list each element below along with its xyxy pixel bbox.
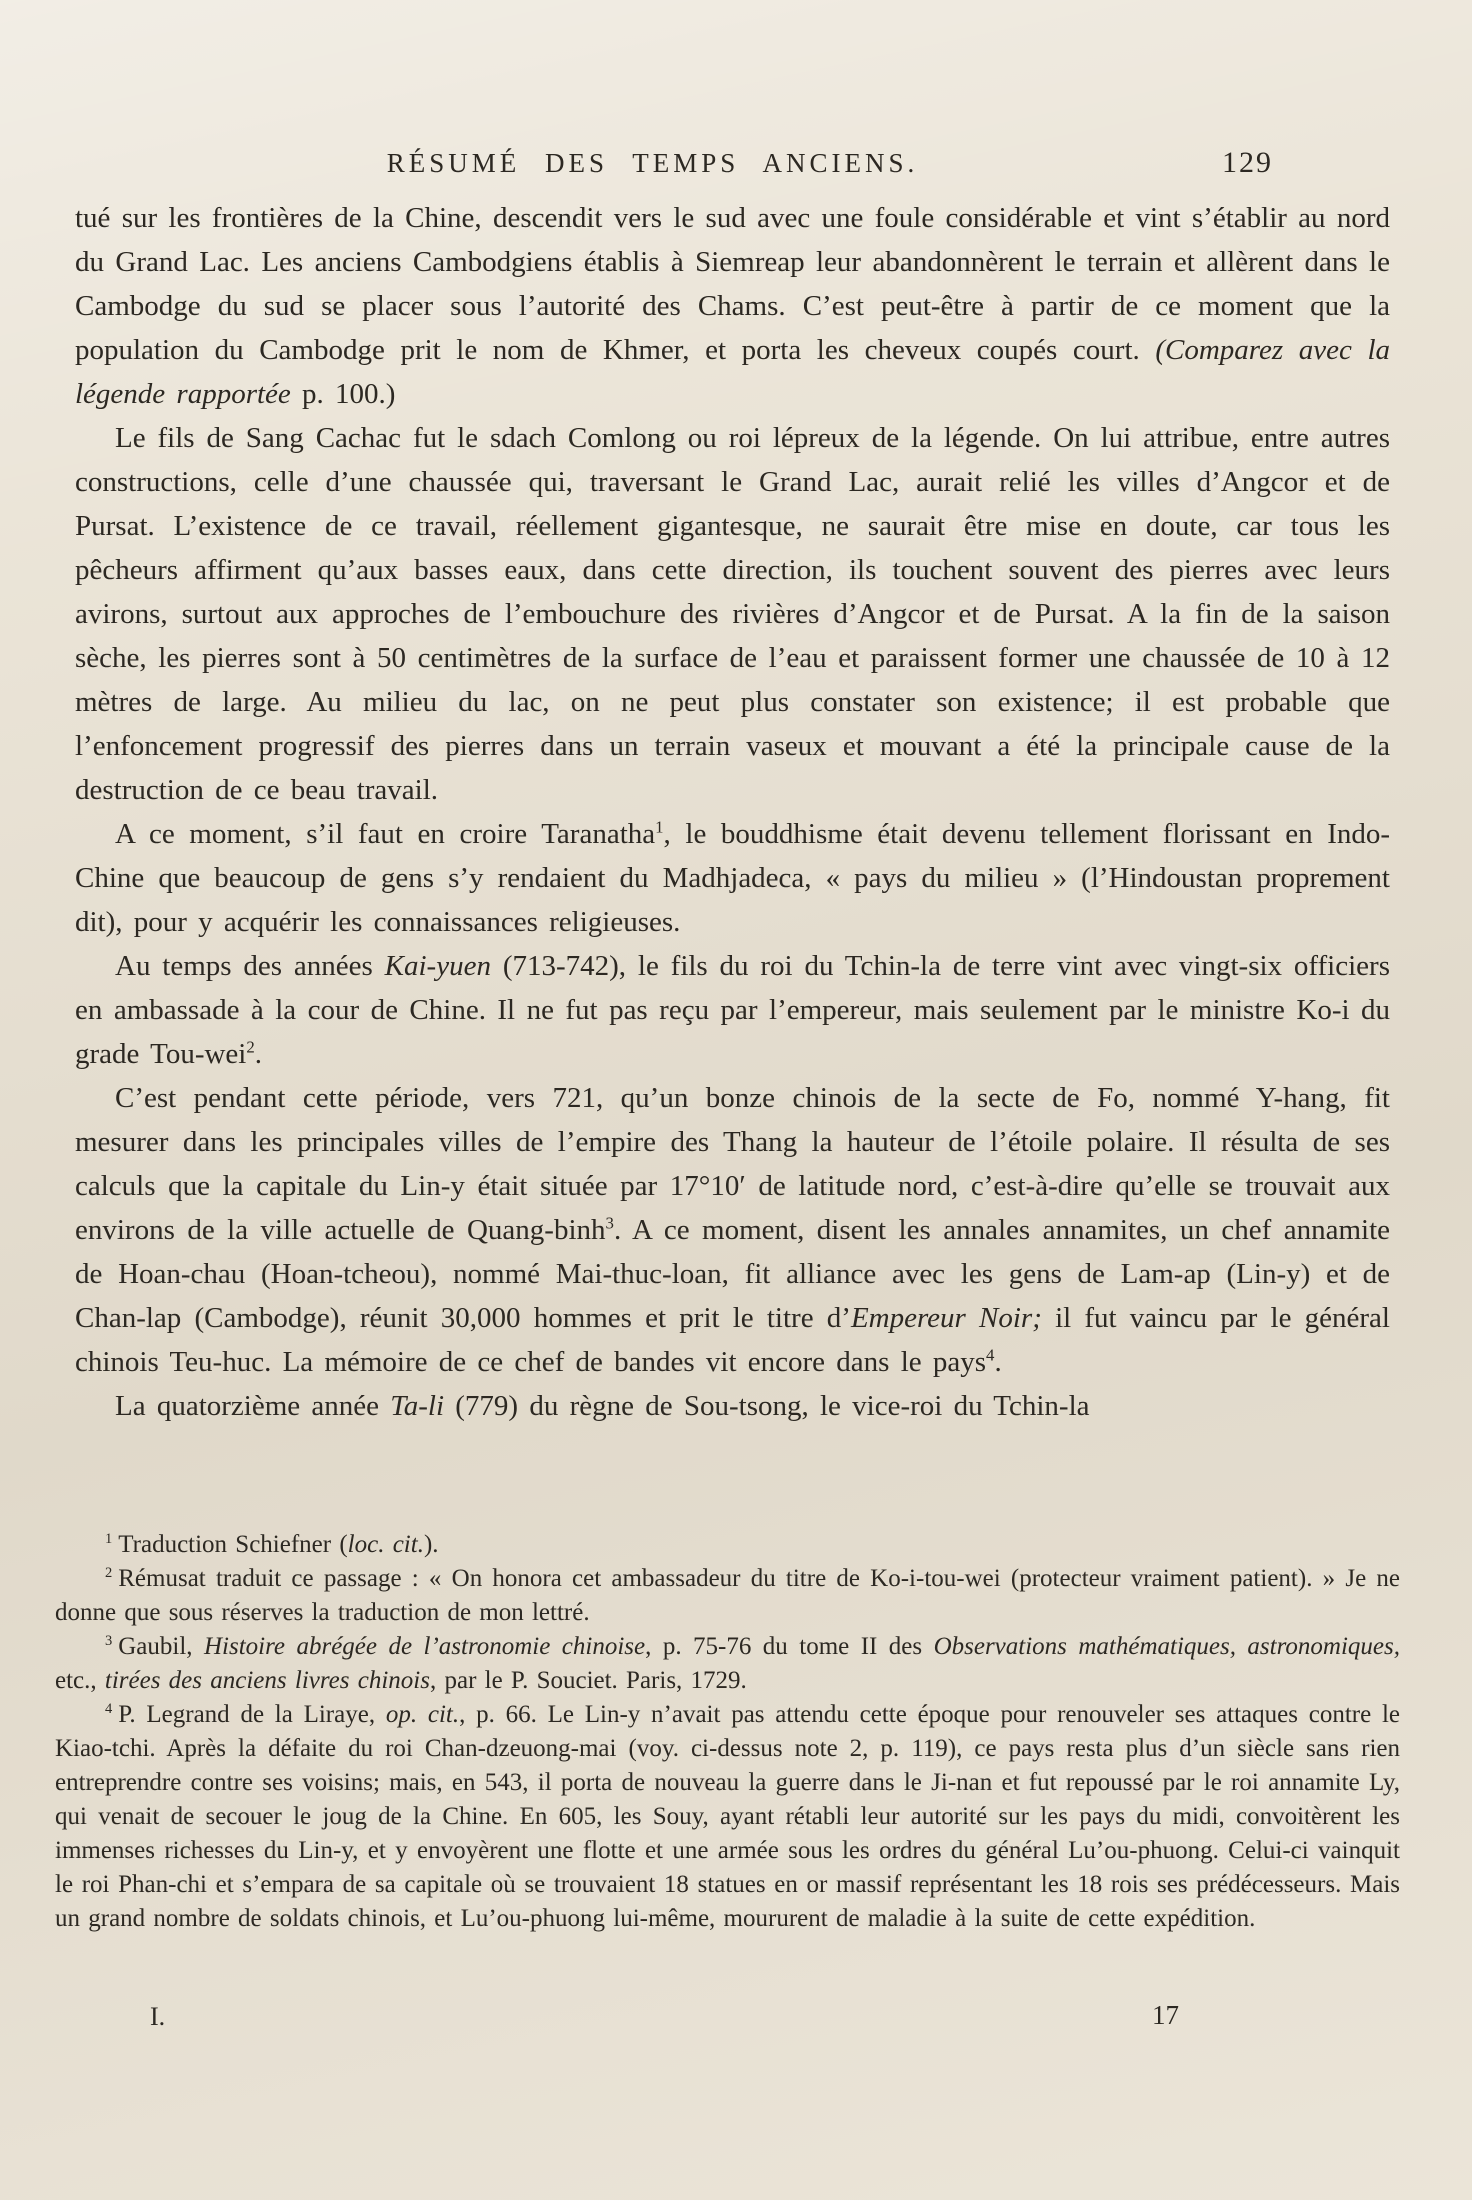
footnote [55,1698,1400,1936]
footnote-marker: 1 [105,1530,113,1547]
footnote-reference: 3 [605,1213,614,1233]
text-run: p. 100.) [290,378,396,410]
text-run: (713-742), le fils du roi du Tchin-la de terre vint avec vingt-six officiers en ambassade à la cour de Chine. Il ne fut pas reçu par l’empereur, mais seulement par le ministre Ko-i du grade Tou-wei [75,950,1390,1070]
footnote-reference: 1 [655,817,664,837]
text-run: C’est pendant cette période, vers 721, qu’un bonze chinois de la secte de Fo, nommé Y-hang, fit mesurer dans les principales villes de l’empire des Thang la hauteur de l’étoile polaire. Il résulta de ses calculs que la capitale du Lin-y était située par 17°10′ de latitude nord, c’est-à-dire qu’elle se trouvait aux environs de la ville actuelle de Quang-binh [75,1082,1390,1246]
italic-text-run: Empereur Noir; [850,1302,1042,1334]
italic-text-run: Ta-li [390,1390,445,1422]
footnote-marker: 2 [105,1564,113,1581]
footnote-reference: 4 [986,1345,995,1365]
text-run: Au temps des années [115,950,385,982]
text-run: A ce moment, s’il faut en croire Taranatha [115,818,656,850]
italic-text-run: (Comparez avec la légende rapportée [75,334,1390,410]
footnote-marker: 4 [105,1700,113,1717]
text-run: . [254,1038,263,1070]
text-run: , p. 75-76 du tome II des [645,1633,934,1660]
text-run: il fut vaincu par le général chinois Teu-huc. La mémoire de ce chef de bandes vit encore dans le pays [75,1302,1390,1378]
text-run: . [994,1346,1002,1378]
text-run: Rémusat traduit ce passage : « On honora cet ambassadeur du titre de Ko-i-tou-wei (protecteur vraiment patient). » Je ne donne que sous réserves la traduction de mon lettré. [55,1565,1400,1626]
footnote-marker: 3 [105,1632,113,1649]
footnote [55,1562,1400,1630]
text-run: P. Legrand de la Liraye, [118,1701,386,1728]
italic-text-run: tirées des anciens livres chinois [104,1667,430,1694]
italic-text-run: Histoire abrégée de l’astronomie chinoise [204,1633,646,1660]
paragraph [75,196,1390,416]
text-run: (779) du règne de Sou-tsong, le vice-roi du Tchin-la [444,1390,1090,1422]
running-header [75,148,1390,188]
text-run: etc., [55,1667,105,1694]
text-run: Le fils de Sang Cachac fut le sdach Comlong ou roi lépreux de la légende. On lui attribue, entre autres constructions, celle d’une chaussée qui, traversant le Grand Lac, aurait relié les villes d’Angcor et de Pursat. L’existence de ce travail, réellement gigantesque, ne saurait être mise en doute, car tous les pêcheurs affirment qu’aux basses eaux, dans cette direction, ils touchent souvent des pierres avec leurs avirons, surtout aux approches de l’embouchure des rivières d’Angcor et de Pursat. A la fin de la saison sèche, les pierres sont à 50 centimètres de la surface de l’eau et paraissent former une chaussée de 10 à 12 mètres de large. Au milieu du lac, on ne peut plus constater son existence; il est probable que l’enfoncement progressif des pierres dans un terrain vaseux et mouvant a été la principale cause de la destruction de ce beau travail. [75,422,1390,806]
page-number: 129 [1222,146,1273,179]
volume-signature: I. [150,2002,166,2031]
text-run: tué sur les frontières de la Chine, descendit vers le sud avec une foule considérable et vint s’établir au nord du Grand Lac. Les anciens Cambodgiens établis à Siemreap leur abandonnèrent le terrain et allèrent dans le Cambodge du sud se placer sous l’autorité des Chams. C’est peut-être à partir de ce moment que la population du Cambodge prit le nom de Khmer, et porta les cheveux coupés court. [75,202,1390,366]
text-run: . A ce moment, disent les annales annamites, un chef annamite de Hoan-chau (Hoan-tcheou), nommé Mai-thuc-loan, fit alliance avec les gens de Lam-ap (Lin-y) et de Chan-lap (Cambodge), réunit 30,000 hommes et prit le titre d’ [75,1214,1390,1334]
text-run: Gaubil, [118,1633,204,1660]
footnotes [55,1528,1400,1936]
text-run: La quatorzième année [115,1390,391,1422]
text-run: , p. 66. Le Lin-y n’avait pas attendu cette époque pour renouveler ses attaques contre le Kiao-tchi. Après la défaite du roi Chan-dzeuong-mai (voy. ci-dessus note 2, p. 119), ce pays resta plus d’un siècle sans rien entreprendre contre ses voisins; mais, en 543, il porta de nouveau la guerre dans le Ji-nan et fut repoussé par le roi annamite Ly, qui venait de secouer le joug de la Chine. En 605, les Souy, ayant rétabli leur autorité sur les pays du midi, convoitèrent les immenses richesses du Lin-y, et y envoyèrent une flotte et une armée sous les ordres du général Lu’ou-phuong. Celui-ci vainquit le roi Phan-chi et s’empara de sa capitale où se trouvaient 18 statues en or massif représentant les 18 rois ses prédécesseurs. Mais un grand nombre de soldats chinois, et Lu’ou-phuong lui-même, moururent de maladie à la suite de cette expédition. [55,1701,1400,1932]
paragraph [75,812,1390,944]
paragraph [75,416,1390,812]
italic-text-run: Kai-yuen [384,950,491,982]
text-run: Traduction Schiefner ( [118,1531,348,1558]
body-text [75,196,1390,1428]
text-run: , le bouddhisme était devenu tellement florissant en Indo-Chine que beaucoup de gens s’y rendaient du Madhjadeca, « pays du milieu » (l’Hindoustan proprement dit), pour y acquérir les connaissances religieuses. [75,818,1391,938]
paragraph [75,944,1390,1076]
text-run: , par le P. Souciet. Paris, 1729. [429,1667,747,1694]
text-run: ). [423,1531,439,1558]
italic-text-run: Observations mathématiques, astronomiques, [933,1633,1400,1660]
italic-text-run: op. cit. [385,1701,460,1728]
footnote [55,1630,1400,1698]
sheet-signature: 17 [1152,2000,1179,2030]
italic-text-run: loc. cit. [347,1531,424,1558]
footnote [55,1528,1400,1562]
footnote-reference: 2 [246,1037,255,1057]
paragraph [75,1076,1390,1384]
paragraph [75,1384,1390,1428]
page-title: RÉSUMÉ DES TEMPS ANCIENS. [386,148,919,178]
